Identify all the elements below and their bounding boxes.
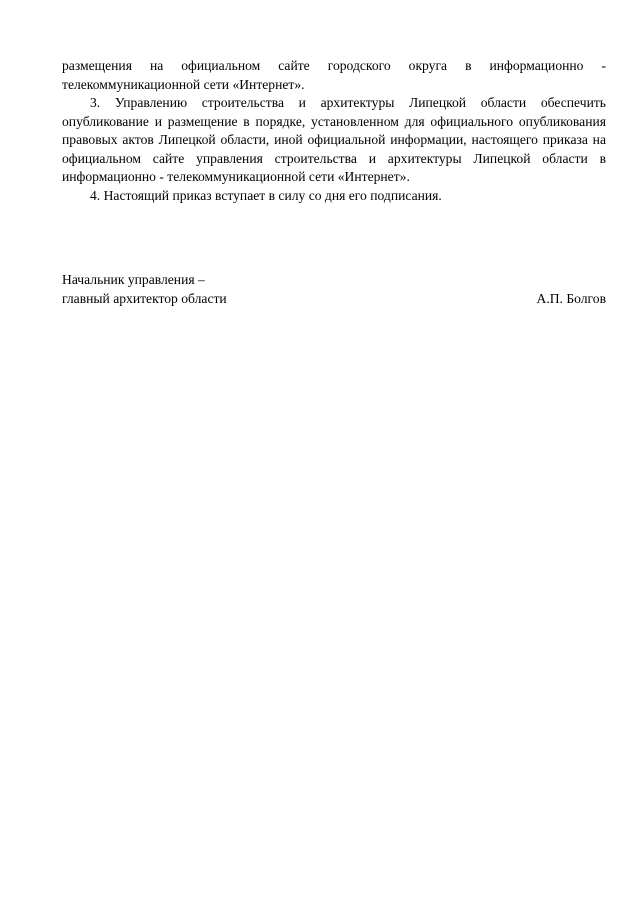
- signatory-name: А.П. Болгов: [536, 290, 606, 306]
- paragraph-item-3: 3. Управлению строительства и архитектуры Липецкой области обеспечить опубликование и размещение в порядке, установленном для официального опубликования правовых актов Липецкой области, иной официальной информации, настоящего приказа на официальном сайте управления строительства и архитектуры Липецкой области в информационно - телекоммуникационной сети «Интернет».: [62, 95, 606, 184]
- signature-position-subtitle: главный архитектор области: [62, 290, 227, 306]
- paragraph-continuation: размещения на официальном сайте городского округа в информационно - телекоммуникационной сети «Интернет».: [62, 58, 606, 92]
- signature-position-title: Начальник управления –: [62, 272, 205, 287]
- signature-position-line-2: [62, 290, 606, 309]
- signature-position-line-1: [62, 271, 606, 290]
- paragraph-item-4: 4. Настоящий приказ вступает в силу со дня его подписания.: [90, 187, 442, 203]
- document-body: [62, 57, 606, 205]
- signature-block: [62, 271, 606, 308]
